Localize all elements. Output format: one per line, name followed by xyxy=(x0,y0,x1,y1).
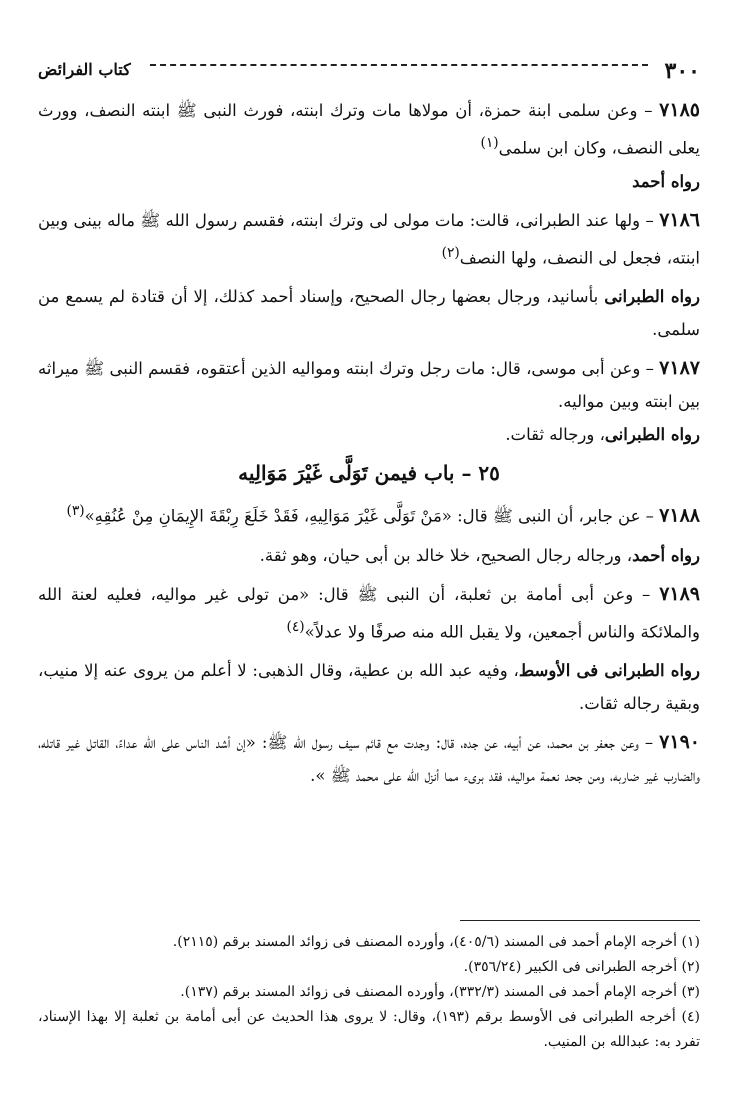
hadith-number: ٧١٨٩ xyxy=(659,582,701,605)
source-bold: رواه أحمد xyxy=(632,171,700,191)
hadith-number: ٧١٨٦ xyxy=(659,208,701,231)
hadith-7185 xyxy=(38,94,700,165)
source-bold: رواه الطبرانى فى الأوسط xyxy=(518,661,700,680)
footnote-separator xyxy=(460,920,700,921)
hadith-7190 xyxy=(38,726,700,792)
source-note xyxy=(38,280,700,346)
header-dashed-rule xyxy=(150,64,648,66)
page-body xyxy=(38,94,700,792)
footnotes xyxy=(38,930,700,1055)
source-bold: رواه أحمد xyxy=(632,545,700,565)
hadith-text: – ولها عند الطبرانى، قالت: مات مولى لى وترك ابنته، فقسم رسول الله ﷺ ماله بينى وبين ابنته، فجعل لى النصف، ولها النصف xyxy=(38,210,700,267)
footnote-2: (٢) أخرجه الطبرانى فى الكبير (٣٥٦/٢٤). xyxy=(463,959,700,975)
footnote-ref: (٣) xyxy=(66,503,85,519)
hadith-7187 xyxy=(38,352,700,418)
source-rest: ، ورجاله رجال الصحيح، خلا خالد بن أبى حيان، وهو ثقة. xyxy=(259,545,633,565)
source-rest: ، ورجاله ثقات. xyxy=(505,425,605,444)
source-note xyxy=(38,654,700,720)
page-header xyxy=(38,50,700,90)
hadith-number: ٧١٨٥ xyxy=(659,99,700,121)
source-rest: ، وفيه عبد الله بن عطية، وقال الذهبى: لا أعلم من يروى عنه إلا منيب، وبقية رجاله ثقات. xyxy=(38,661,700,713)
source-rest: بأسانيد، ورجال بعضها رجال الصحيح، وإسناد أحمد كذلك، إلا أن قتادة لم يسمع من سلمى. xyxy=(38,287,700,339)
book-page xyxy=(38,50,700,1080)
hadith-7189 xyxy=(38,578,700,649)
footnote-1: (١) أخرجه الإمام أحمد فى المسند (٤٠٥/٦)، وأورده المصنف فى زوائد المسند برقم (٢١١٥). xyxy=(172,934,700,950)
page-number: ٣٠٠ xyxy=(664,58,700,84)
footnote-ref: (٢) xyxy=(441,244,460,261)
hadith-number: ٧١٨٨ xyxy=(659,504,700,527)
hadith-7188 xyxy=(38,495,700,533)
hadith-number: ٧١٩٠ xyxy=(659,731,700,753)
hadith-text: – وعن أبى موسى، قال: مات رجل وترك ابنته ومواليه الذين أعتقوه، فقسم النبى ﷺ ميراثه بين ابنته وبين مواليه. xyxy=(38,359,700,411)
hadith-7186 xyxy=(38,204,700,275)
hadith-number: ٧١٨٧ xyxy=(659,357,700,379)
source-note xyxy=(38,418,700,451)
chapter-title: ٢٥ – باب فيمن تَوَلَّى غَيْرَ مَوَالِيه xyxy=(238,461,500,485)
footnote-3: (٣) أخرجه الإمام أحمد فى المسند (٣٣٢/٣)، وأورده المصنف فى زوائد المسند برقم (١٣٧). xyxy=(180,984,700,1000)
footnote-ref: (١) xyxy=(480,135,499,151)
source-note xyxy=(38,539,700,572)
source-bold: رواه الطبرانى xyxy=(604,287,700,306)
footnote-ref: (٤) xyxy=(286,618,305,635)
book-title: كتاب الفرائض xyxy=(38,60,131,79)
footnote-4: (٤) أخرجه الطبرانى فى الأوسط برقم (١٩٣)، وقال: لا يروى هذا الحديث عن أبى أمامة بن ثعلبة إلا بهذا الإسناد، تفرد به: عبدالله بن المنيب. xyxy=(38,1009,701,1050)
hadith-text: – وعن جعفر بن محمد، عن أبيه، عن جده، قال: وجدت مع قائم سيف رسول الله ﷺ: «إن أشد الناس على الله عداءً، القاتل غير قاتله، والضارب غير ضاربه، ومن جحد نعمة مواليه، فقد برىء مما أنزل الله على محمد ﷺ ». xyxy=(38,733,700,785)
hadith-text: – عن جابر، أن النبى ﷺ قال: «مَنْ تَوَلَّى غَيْرَ مَوَالِيهِ، فَقَدْ خَلَعَ رِبْقَةَ الإِيمَانِ مِنْ عُنُقِهِ» xyxy=(84,506,654,526)
hadith-text: – وعن سلمى ابنة حمزة، أن مولاها مات وترك ابنته، فورث النبى ﷺ ابنته النصف، وورث يعلى النصف، وكان ابن سلمى xyxy=(38,101,700,158)
source-bold: رواه الطبرانى xyxy=(604,425,700,444)
source-note xyxy=(38,165,700,198)
hadith-text: – وعن أبى أمامة بن ثعلبة، أن النبى ﷺ قال: «من تولى غير مواليه، فعليه لعنة الله والملائكة والناس أجمعين، ولا يقبل الله منه صرفًا ولا عدلاً» xyxy=(38,584,700,641)
